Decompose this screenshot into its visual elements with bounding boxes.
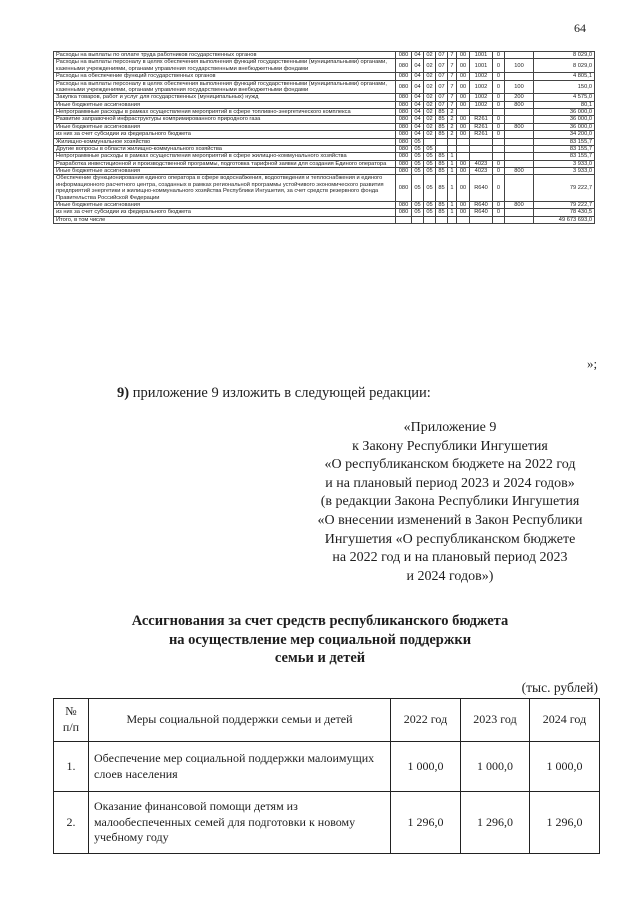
- section-code: 05: [412, 160, 424, 167]
- appendix-line: «Приложение 9: [403, 420, 497, 435]
- appendix-line: и 2024 годов»): [406, 568, 494, 584]
- direction-code: [470, 216, 493, 223]
- event-code: 00: [457, 59, 470, 73]
- direction-suffix: 0: [493, 175, 505, 202]
- direction-code: 1002: [470, 73, 493, 80]
- program-code: 07: [436, 52, 448, 59]
- program-code: 85: [436, 175, 448, 202]
- measures-row: [54, 792, 600, 854]
- header-num: № п/п: [54, 699, 89, 742]
- budget-row: [54, 209, 595, 216]
- ministry-code: 080: [396, 73, 412, 80]
- ministry-code: 080: [396, 109, 412, 116]
- subprogram-code: 1: [448, 153, 457, 160]
- subprogram-code: 7: [448, 73, 457, 80]
- event-code: 00: [457, 116, 470, 123]
- subprogram-code: [448, 138, 457, 145]
- direction-code: 1001: [470, 59, 493, 73]
- direction-code: R261: [470, 116, 493, 123]
- ministry-code: 080: [396, 52, 412, 59]
- budget-item-name: Разработка инвестиционной и производственной программы, подготовка тарифной заявки для создания Единого оператора: [54, 160, 396, 167]
- amount-value: 80,1: [534, 101, 595, 108]
- subsection-code: 05: [424, 160, 436, 167]
- subsection-code: 02: [424, 101, 436, 108]
- budget-row: [54, 52, 595, 59]
- budget-item-name: Непрограммные расходы в рамках осуществления мероприятий в сфере топливно-энергетического комплекса: [54, 109, 396, 116]
- program-code: [436, 138, 448, 145]
- expense-type-code: 100: [505, 59, 534, 73]
- expense-type-code: [505, 116, 534, 123]
- event-code: 00: [457, 52, 470, 59]
- direction-code: 1001: [470, 52, 493, 59]
- direction-suffix: 0: [493, 123, 505, 130]
- heading-line: на осуществление мер социальной поддержки: [168, 631, 472, 648]
- ministry-code: 080: [396, 168, 412, 175]
- subsection-code: 02: [424, 123, 436, 130]
- direction-suffix: [493, 153, 505, 160]
- direction-suffix: 0: [493, 116, 505, 123]
- direction-code: [470, 109, 493, 116]
- amount-value: 79 222,7: [534, 201, 595, 208]
- amount-value: 3 933,0: [534, 168, 595, 175]
- budget-item-name: Расходы на выплаты персоналу в целях обеспечения выполнения функций государственными (муниципальными) органами, казенными учреждениями, органами управления государственными внебюджетными фондами: [54, 80, 396, 94]
- direction-code: [470, 138, 493, 145]
- budget-item-name: Итого, в том числе: [54, 216, 396, 223]
- budget-table: [53, 51, 595, 224]
- header-2024: 2024 год: [530, 699, 600, 742]
- budget-item-name: Непрограммные расходы в рамках осуществления мероприятий в сфере жилищно-коммунального хозяйства: [54, 153, 396, 160]
- budget-item-name: Расходы на обеспечение функций государственных органов: [54, 73, 396, 80]
- section-code: 04: [412, 73, 424, 80]
- heading-line: семьи и детей: [274, 650, 366, 667]
- section-code: 04: [412, 59, 424, 73]
- appendix-line: «О внесении изменений в Закон Республики: [317, 512, 583, 528]
- budget-table-container: [53, 51, 594, 224]
- subprogram-code: 7: [448, 52, 457, 59]
- direction-code: R261: [470, 131, 493, 138]
- appendix-line: «О республиканском бюджете на 2022 год: [324, 457, 576, 473]
- budget-item-name: Закупка товаров, работ и услуг для государственных (муниципальных) нужд: [54, 94, 396, 101]
- subprogram-code: 1: [448, 175, 457, 202]
- event-code: 00: [457, 80, 470, 94]
- budget-item-name: Иные бюджетные ассигнования: [54, 101, 396, 108]
- budget-row: [54, 160, 595, 167]
- event-code: 00: [457, 201, 470, 208]
- direction-code: R640: [470, 175, 493, 202]
- direction-suffix: 0: [493, 59, 505, 73]
- ministry-code: [396, 216, 412, 223]
- amount-value: 49 673 693,0: [534, 216, 595, 223]
- direction-code: R261: [470, 123, 493, 130]
- section-code: 05: [412, 145, 424, 152]
- subsection-code: 02: [424, 52, 436, 59]
- expense-type-code: [505, 109, 534, 116]
- measure-name: Оказание финансовой помощи детям из малообеспеченных семей для подготовки к новому учебному году: [89, 792, 391, 854]
- direction-code: 1002: [470, 101, 493, 108]
- subprogram-code: 2: [448, 116, 457, 123]
- expense-type-code: 800: [505, 101, 534, 108]
- subsection-code: 05: [424, 145, 436, 152]
- section-code: 05: [412, 175, 424, 202]
- amount-value: 83 155,7: [534, 138, 595, 145]
- event-code: [457, 138, 470, 145]
- page-number: 64: [574, 21, 586, 35]
- subsection-code: 02: [424, 59, 436, 73]
- budget-row: [54, 123, 595, 130]
- amount-value: 34 200,0: [534, 131, 595, 138]
- direction-code: R640: [470, 201, 493, 208]
- ministry-code: 080: [396, 94, 412, 101]
- ministry-code: 080: [396, 201, 412, 208]
- program-code: 85: [436, 131, 448, 138]
- amount-value: 150,0: [534, 80, 595, 94]
- subsection-code: 02: [424, 109, 436, 116]
- budget-row: [54, 109, 595, 116]
- section-code: 04: [412, 109, 424, 116]
- amount-value: 4 575,0: [534, 94, 595, 101]
- program-code: 85: [436, 109, 448, 116]
- subprogram-code: 2: [448, 109, 457, 116]
- expense-type-code: [505, 138, 534, 145]
- budget-item-name: из них за счет субсидии из федерального бюджета: [54, 131, 396, 138]
- direction-suffix: 0: [493, 52, 505, 59]
- amount-value: 78 430,5: [534, 209, 595, 216]
- budget-item-name: Обеспечение функционирования единого оператора в сфере водоснабжения, водоотведения и теплоснабжения и единого информационного расчетного центра, созданных в рамках региональной программы устойчивого экономического развития предприятий энергетики и жилищно-коммунального хозяйства Республики Ингушетия, за счет средств резервного фонда Правительства Российской Федерации: [54, 175, 396, 202]
- ministry-code: 080: [396, 123, 412, 130]
- expense-type-code: [505, 145, 534, 152]
- event-code: 00: [457, 168, 470, 175]
- subsection-code: 02: [424, 80, 436, 94]
- expense-type-code: 100: [505, 80, 534, 94]
- expense-type-code: [505, 209, 534, 216]
- budget-item-name: Расходы на выплаты по оплате труда работников государственных органов: [54, 52, 396, 59]
- direction-code: 1002: [470, 94, 493, 101]
- event-code: 00: [457, 131, 470, 138]
- section-code: 04: [412, 101, 424, 108]
- budget-row: [54, 101, 595, 108]
- direction-code: R640: [470, 209, 493, 216]
- program-code: 07: [436, 101, 448, 108]
- subsection-code: 05: [424, 201, 436, 208]
- appendix-line: на 2022 год и на плановый период 2023: [332, 550, 568, 566]
- event-code: 00: [457, 123, 470, 130]
- section-code: 05: [412, 168, 424, 175]
- appendix-line: (в редакции Закона Республики Ингушетия: [320, 494, 580, 510]
- subsection-code: 05: [424, 168, 436, 175]
- value-2023: 1 296,0: [461, 792, 530, 854]
- item-number: 9): [117, 385, 130, 401]
- event-code: [457, 145, 470, 152]
- event-code: [457, 109, 470, 116]
- budget-row: [54, 94, 595, 101]
- header-name: Меры социальной поддержки семьи и детей: [89, 699, 391, 742]
- program-code: 85: [436, 153, 448, 160]
- expense-type-code: [505, 160, 534, 167]
- direction-suffix: [493, 216, 505, 223]
- event-code: 00: [457, 209, 470, 216]
- budget-row: [54, 138, 595, 145]
- direction-suffix: 0: [493, 80, 505, 94]
- direction-code: [470, 145, 493, 152]
- section-code: 05: [412, 153, 424, 160]
- program-code: 07: [436, 73, 448, 80]
- subprogram-code: 2: [448, 131, 457, 138]
- expense-type-code: 200: [505, 94, 534, 101]
- subprogram-code: 7: [448, 59, 457, 73]
- section-code: 04: [412, 94, 424, 101]
- program-code: [436, 145, 448, 152]
- section-code: 04: [412, 80, 424, 94]
- amount-value: 83 155,7: [534, 153, 595, 160]
- header-2022: 2022 год: [391, 699, 461, 742]
- direction-code: 1002: [470, 80, 493, 94]
- event-code: 00: [457, 101, 470, 108]
- amount-value: 36 000,0: [534, 123, 595, 130]
- direction-suffix: 0: [493, 160, 505, 167]
- direction-suffix: [493, 145, 505, 152]
- subprogram-code: 7: [448, 101, 457, 108]
- budget-row: [54, 216, 595, 223]
- budget-row: [54, 80, 595, 94]
- ministry-code: 080: [396, 153, 412, 160]
- value-2024: 1 296,0: [530, 792, 600, 854]
- subprogram-code: 2: [448, 123, 457, 130]
- event-code: [457, 216, 470, 223]
- section-code: 05: [412, 209, 424, 216]
- amount-value: 8 029,0: [534, 59, 595, 73]
- subsection-code: 05: [424, 153, 436, 160]
- program-code: 85: [436, 209, 448, 216]
- direction-suffix: 0: [493, 101, 505, 108]
- subsection-code: 05: [424, 175, 436, 202]
- direction-suffix: 0: [493, 168, 505, 175]
- direction-code: 4023: [470, 168, 493, 175]
- value-2024: 1 000,0: [530, 742, 600, 792]
- closing-mark: »;: [587, 356, 598, 371]
- subsection-code: 02: [424, 73, 436, 80]
- event-code: 00: [457, 175, 470, 202]
- subsection-code: 05: [424, 209, 436, 216]
- expense-type-code: 800: [505, 201, 534, 208]
- section-code: [412, 216, 424, 223]
- subprogram-code: 7: [448, 80, 457, 94]
- budget-item-name: из них за счет субсидии из федерального бюджета: [54, 209, 396, 216]
- measure-name: Обеспечение мер социальной поддержки малоимущих слоев населения: [89, 742, 391, 792]
- direction-suffix: 0: [493, 201, 505, 208]
- value-2022: 1 296,0: [391, 792, 461, 854]
- expense-type-code: [505, 73, 534, 80]
- amount-value: 3 933,0: [534, 160, 595, 167]
- appendix-line: к Закону Республики Ингушетия: [352, 438, 548, 454]
- subprogram-code: 1: [448, 201, 457, 208]
- subsection-code: [424, 138, 436, 145]
- program-code: 07: [436, 94, 448, 101]
- program-code: 07: [436, 80, 448, 94]
- ministry-code: 080: [396, 175, 412, 202]
- appendix-line: Ингушетия «О республиканском бюджете: [324, 531, 576, 547]
- section-code: 04: [412, 131, 424, 138]
- budget-item-name: Расходы на выплаты персоналу в целях обеспечения выполнения функций государственными (муниципальными) органами, казенными учреждениями, органами управления государственными внебюджетными фондами: [54, 59, 396, 73]
- expense-type-code: 800: [505, 123, 534, 130]
- row-number: 1.: [54, 742, 89, 792]
- section-code: 05: [412, 138, 424, 145]
- subprogram-code: 1: [448, 160, 457, 167]
- expense-type-code: [505, 175, 534, 202]
- amendment-item: [117, 385, 431, 402]
- subprogram-code: 1: [448, 168, 457, 175]
- direction-suffix: 0: [493, 94, 505, 101]
- expense-type-code: 800: [505, 168, 534, 175]
- program-code: 85: [436, 116, 448, 123]
- budget-item-name: Другие вопросы в области жилищно-коммунального хозяйства: [54, 145, 396, 152]
- amount-value: 83 155,7: [534, 145, 595, 152]
- measures-table: [53, 698, 600, 854]
- program-code: [436, 216, 448, 223]
- ministry-code: 080: [396, 145, 412, 152]
- ministry-code: 080: [396, 116, 412, 123]
- header-2023: 2023 год: [461, 699, 530, 742]
- budget-row: [54, 153, 595, 160]
- budget-row: [54, 73, 595, 80]
- ministry-code: 080: [396, 209, 412, 216]
- measures-row: [54, 742, 600, 792]
- event-code: 00: [457, 73, 470, 80]
- ministry-code: 080: [396, 59, 412, 73]
- direction-code: [470, 153, 493, 160]
- ministry-code: 080: [396, 138, 412, 145]
- budget-row: [54, 175, 595, 202]
- program-code: 85: [436, 123, 448, 130]
- subprogram-code: [448, 216, 457, 223]
- section-code: 05: [412, 201, 424, 208]
- budget-row: [54, 116, 595, 123]
- program-code: 85: [436, 201, 448, 208]
- program-code: 85: [436, 160, 448, 167]
- expense-type-code: [505, 52, 534, 59]
- measures-table-container: [53, 698, 599, 854]
- amount-value: 8 029,0: [534, 52, 595, 59]
- section-code: 04: [412, 52, 424, 59]
- subsection-code: 02: [424, 116, 436, 123]
- appendix-reference: [285, 419, 615, 586]
- subsection-code: 02: [424, 94, 436, 101]
- ministry-code: 080: [396, 101, 412, 108]
- direction-suffix: [493, 109, 505, 116]
- direction-code: 4023: [470, 160, 493, 167]
- budget-row: [54, 131, 595, 138]
- ministry-code: 080: [396, 160, 412, 167]
- units-label: (тыс. рублей): [521, 680, 598, 695]
- appendix-line: и на плановый период 2023 и 2024 годов»: [325, 475, 575, 491]
- amount-value: 4 805,1: [534, 73, 595, 80]
- ministry-code: 080: [396, 131, 412, 138]
- expense-type-code: [505, 131, 534, 138]
- event-code: [457, 153, 470, 160]
- program-code: 85: [436, 168, 448, 175]
- value-2022: 1 000,0: [391, 742, 461, 792]
- program-code: 07: [436, 59, 448, 73]
- budget-row: [54, 201, 595, 208]
- item-text: приложение 9 изложить в следующей редакции:: [129, 385, 431, 401]
- amount-value: 79 222,7: [534, 175, 595, 202]
- expense-type-code: [505, 216, 534, 223]
- section-heading: [60, 612, 580, 668]
- amount-value: 36 000,0: [534, 109, 595, 116]
- budget-item-name: Иные бюджетные ассигнования: [54, 201, 396, 208]
- section-code: 04: [412, 123, 424, 130]
- direction-suffix: 0: [493, 131, 505, 138]
- subsection-code: 02: [424, 131, 436, 138]
- section-code: 04: [412, 116, 424, 123]
- direction-suffix: [493, 138, 505, 145]
- budget-row: [54, 168, 595, 175]
- subprogram-code: 1: [448, 209, 457, 216]
- subprogram-code: 7: [448, 94, 457, 101]
- expense-type-code: [505, 153, 534, 160]
- direction-suffix: 0: [493, 73, 505, 80]
- budget-item-name: Развитие заправочной инфраструктуры компримированного природного газа: [54, 116, 396, 123]
- measures-header-row: [54, 699, 600, 742]
- ministry-code: 080: [396, 80, 412, 94]
- subprogram-code: [448, 145, 457, 152]
- budget-item-name: Иные бюджетные ассигнования: [54, 123, 396, 130]
- budget-row: [54, 59, 595, 73]
- budget-item-name: Иные бюджетные ассигнования: [54, 168, 396, 175]
- budget-item-name: Жилищно-коммунальное хозяйство: [54, 138, 396, 145]
- budget-row: [54, 145, 595, 152]
- heading-line: Ассигнования за счет средств республиканского бюджета: [131, 613, 509, 629]
- value-2023: 1 000,0: [461, 742, 530, 792]
- amount-value: 36 000,0: [534, 116, 595, 123]
- event-code: 00: [457, 160, 470, 167]
- row-number: 2.: [54, 792, 89, 854]
- direction-suffix: 0: [493, 209, 505, 216]
- event-code: 00: [457, 94, 470, 101]
- subsection-code: [424, 216, 436, 223]
